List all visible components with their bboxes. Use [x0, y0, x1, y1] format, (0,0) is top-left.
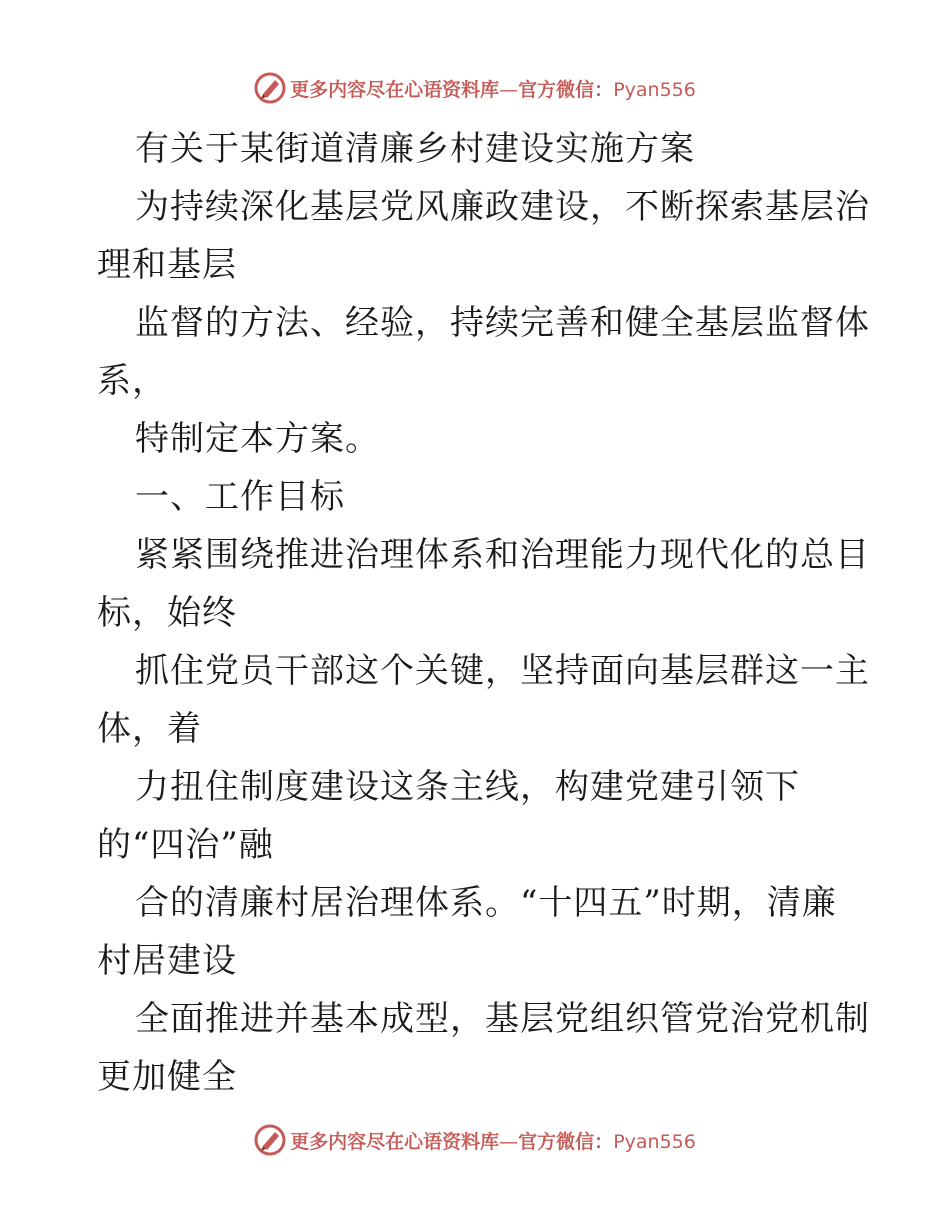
document-body [97, 120, 870, 1106]
pen-logo-icon [254, 72, 286, 104]
section-heading: 一、工作目标 [135, 477, 345, 517]
paragraph-line: 监督的方法、经验，持续完善和健全基层监督体 [135, 303, 870, 343]
watermark-text: 更多内容尽在心语资料库—官方微信：Pyan556 [290, 1130, 696, 1153]
paragraph-line: 特制定本方案。 [135, 419, 380, 459]
paragraph-line: 更加健全 [97, 1057, 237, 1097]
paragraph-line: 为持续深化基层党风廉政建设，不断探索基层治 [135, 187, 870, 227]
paragraph-line: 合的清廉村居治理体系。“十四五”时期，清廉 [135, 883, 837, 923]
paragraph-line: 标，始终 [97, 593, 237, 633]
pen-logo-icon [254, 1124, 286, 1156]
paragraph-line: 理和基层 [97, 245, 237, 285]
paragraph-line: 全面推进并基本成型，基层党组织管党治党机制 [135, 999, 870, 1039]
document-title: 有关于某街道清廉乡村建设实施方案 [135, 129, 695, 169]
paragraph-line: 体，着 [97, 709, 202, 749]
paragraph-line: 抓住党员干部这个关键，坚持面向基层群这一主 [135, 651, 870, 691]
paragraph-line: 紧紧围绕推进治理体系和治理能力现代化的总目 [135, 535, 870, 575]
watermark-text: 更多内容尽在心语资料库—官方微信：Pyan556 [290, 78, 696, 101]
paragraph-line: 系， [97, 361, 167, 401]
paragraph-line: 的“四治”融 [97, 825, 274, 865]
watermark-banner-bottom [0, 1124, 950, 1156]
paragraph-line: 力扭住制度建设这条主线，构建党建引领下 [135, 767, 800, 807]
watermark-banner-top [0, 72, 950, 104]
paragraph-line: 村居建设 [97, 941, 237, 981]
